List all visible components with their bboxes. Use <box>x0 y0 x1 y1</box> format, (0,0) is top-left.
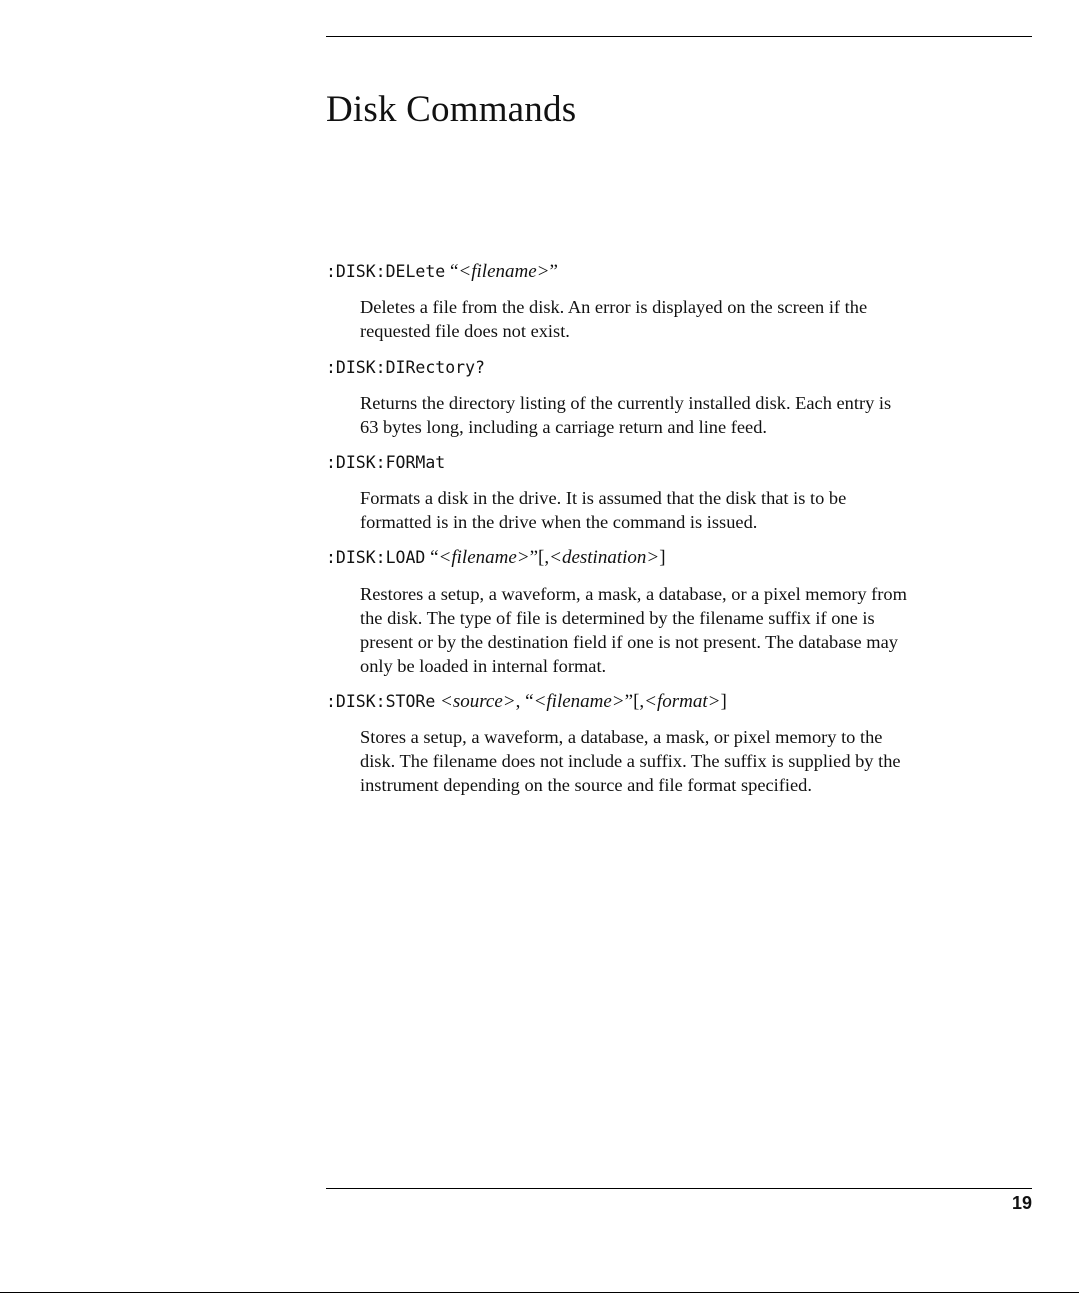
description-line: disk. The filename does not include a suffix. The suffix is supplied by the <box>360 751 901 771</box>
page-title: Disk Commands <box>326 89 577 130</box>
command-description <box>360 725 901 797</box>
page-number: 19 <box>1011 1193 1032 1213</box>
description-line: formatted is in the drive when the command is issued. <box>360 512 758 532</box>
command-arg: ] <box>659 547 666 568</box>
command-description <box>360 486 846 534</box>
command-arg: “ <box>445 261 459 282</box>
command-keyword: :DISK:DIRectory? <box>326 358 485 377</box>
footer-rule <box>326 1188 1032 1189</box>
command-description <box>360 582 907 678</box>
command-arg: ] <box>720 691 727 712</box>
command-arg: , “ <box>515 691 534 712</box>
command-keyword: :DISK:FORMat <box>326 453 446 472</box>
command-load <box>326 547 666 569</box>
command-keyword: :DISK:LOAD <box>326 548 426 567</box>
command-arg: ” <box>549 261 558 282</box>
command-keyword: :DISK:DELete <box>326 262 446 281</box>
command-arg: “ <box>425 547 439 568</box>
command-description <box>360 295 867 343</box>
command-delete <box>326 261 558 283</box>
command-arg: <format> <box>644 691 721 712</box>
command-description <box>360 391 891 439</box>
description-line: Stores a setup, a waveform, a database, a mask, or pixel memory to the <box>360 727 883 747</box>
command-arg: <source> <box>440 691 516 712</box>
command-keyword: :DISK:STORe <box>326 692 436 711</box>
description-line: present or by the destination field if one is not present. The database may <box>360 632 898 652</box>
command-arg: ”[, <box>624 691 645 712</box>
command-arg: <destination> <box>549 547 660 568</box>
command-arg: ”[, <box>529 547 550 568</box>
description-line: 63 bytes long, including a carriage return and line feed. <box>360 417 768 437</box>
command-format <box>326 452 445 474</box>
page-edge-rule <box>0 1292 1079 1293</box>
command-arg: <filename> <box>458 261 550 282</box>
description-line: only be loaded in internal format. <box>360 656 607 676</box>
description-line: the disk. The type of file is determined by the filename suffix if one is <box>360 608 875 628</box>
command-arg: <filename> <box>533 691 625 712</box>
header-rule <box>326 36 1032 37</box>
command-arg: <filename> <box>438 547 530 568</box>
description-line: instrument depending on the source and file format specified. <box>360 775 812 795</box>
description-line: Formats a disk in the drive. It is assumed that the disk that is to be <box>360 488 847 508</box>
description-line: Restores a setup, a waveform, a mask, a database, or a pixel memory from <box>360 584 907 604</box>
command-directory <box>326 357 485 379</box>
description-line: Returns the directory listing of the currently installed disk. Each entry is <box>360 393 892 413</box>
description-line: Deletes a file from the disk. An error is displayed on the screen if the <box>360 297 868 317</box>
description-line: requested file does not exist. <box>360 321 570 341</box>
command-store <box>326 691 727 713</box>
